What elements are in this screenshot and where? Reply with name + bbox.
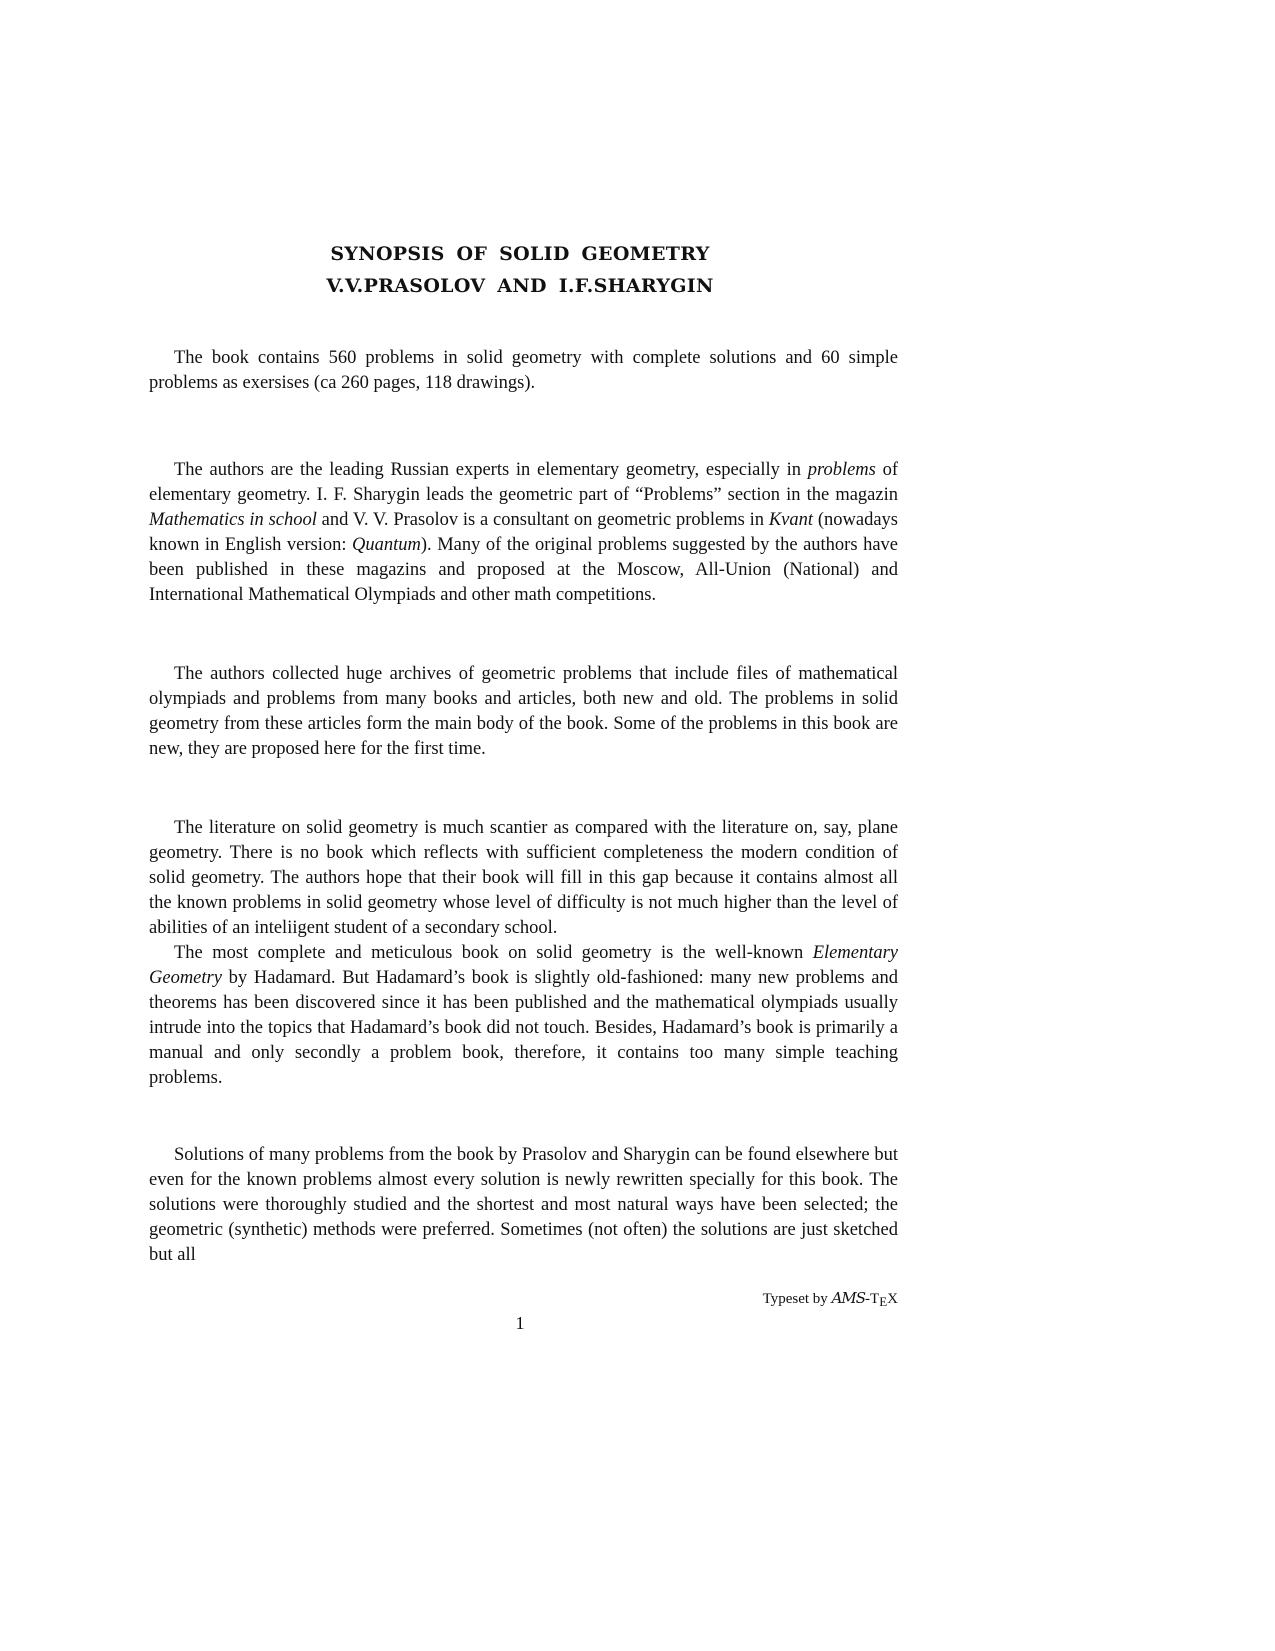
- tex-logo-x: X: [887, 1291, 898, 1307]
- tex-logo-t: -T: [865, 1291, 880, 1307]
- typeset-prefix: Typeset by: [762, 1291, 832, 1307]
- text-span: of elementary geometry. I. F. Sharygin leads the geometric part of “Problems” section in the magazin: [149, 460, 899, 505]
- page-number: 1: [515, 1313, 525, 1333]
- literature-section: [149, 816, 898, 1091]
- hadamard-paragraph: [149, 941, 898, 1091]
- emphasis: problems: [807, 460, 876, 480]
- typeset-credit: [600, 1289, 898, 1308]
- text-span: by Hadamard. But Hadamard’s book is slightly old-fashioned: many new problems and theorems has been discovered since it has been published and the mathematical olympiads usually intrude into the topics that Hadamard’s book did not touch. Besides, Hadamard’s book is primarily a manual and only secondly a problem book, therefore, it contains too many simple teaching problems.: [149, 968, 898, 1088]
- literature-paragraph: The literature on solid geometry is much scantier as compared with the literature on, say, plane geometry. There is no book which reflects with sufficient completeness the modern condition of solid geometry. The authors hope that their book will fill in this gap because it contains almost all the known problems in solid geometry whose level of difficulty is not much higher than the level of abilities of an inteliigent student of a secondary school.: [149, 818, 898, 938]
- text-span: The authors are the leading Russian experts in elementary geometry, especially in: [174, 460, 808, 480]
- emphasis: Mathematics in school: [149, 510, 317, 530]
- emphasis: Elementary Geometry: [149, 943, 898, 988]
- text-span: (nowadays known in English version:: [149, 510, 898, 555]
- book-authors: V.V.PRASOLOV AND I.F.SHARYGIN: [326, 275, 714, 297]
- text-span: The most complete and meticulous book on solid geometry is the well-known: [174, 943, 813, 963]
- tex-logo-e: E: [879, 1294, 888, 1309]
- authors-paragraph: [149, 458, 898, 608]
- solutions-paragraph: Solutions of many problems from the book by Prasolov and Sharygin can be found elsewhere but even for the known problems almost every solution is newly rewritten specially for this book. The solutions were thoroughly studied and the shortest and most natural ways have been selected; the geometric (synthetic) methods were preferred. Sometimes (not often) the solutions are just sketched but all: [149, 1145, 898, 1265]
- abstract-paragraph: The book contains 560 problems in solid geometry with complete solutions and 60 simple problems as exersises (ca 260 pages, 118 drawings).: [149, 348, 898, 393]
- emphasis: Kvant: [768, 510, 814, 530]
- text-span: ). Many of the original problems suggested by the authors have been published in these magazins and proposed at the Moscow, All-Union (National) and International Mathematical Olympiads and other math competitions.: [149, 535, 898, 605]
- archives-paragraph: The authors collected huge archives of geometric problems that include files of mathematical olympiads and problems from many books and articles, both new and old. The problems in solid geometry from these articles form the main body of the book. Some of the problems in this book are new, they are proposed here for the first time.: [149, 664, 898, 759]
- text-span: and V. V. Prasolov is a consultant on geometric problems in: [316, 510, 769, 530]
- book-title: SYNOPSIS OF SOLID GEOMETRY: [330, 243, 710, 265]
- page-title: [0, 238, 1040, 302]
- emphasis: Quantum: [352, 535, 421, 555]
- ams-logo: AMS: [831, 1289, 866, 1307]
